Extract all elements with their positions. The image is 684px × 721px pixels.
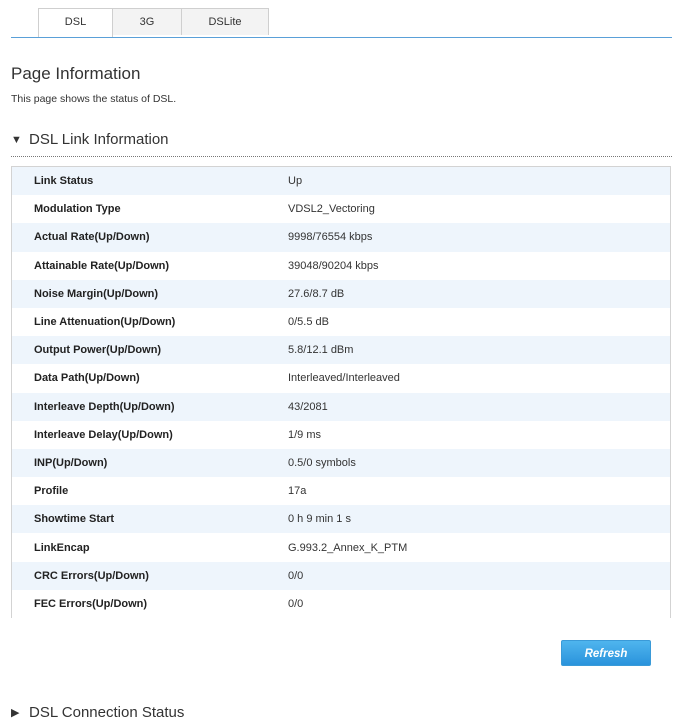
section-title: DSL Link Information xyxy=(29,131,169,148)
tab-dsl[interactable]: DSL xyxy=(38,8,113,37)
table-row xyxy=(12,280,670,308)
row-value: 0/0 xyxy=(288,562,670,590)
table-row xyxy=(12,252,670,280)
row-value: G.993.2_Annex_K_PTM xyxy=(288,533,670,561)
row-label: Interleave Depth(Up/Down) xyxy=(12,393,288,421)
table-row xyxy=(12,477,670,505)
row-label: Modulation Type xyxy=(12,195,288,223)
row-label: FEC Errors(Up/Down) xyxy=(12,590,288,618)
row-value: Up xyxy=(288,167,670,195)
table-row xyxy=(12,562,670,590)
refresh-button[interactable]: Refresh xyxy=(561,640,651,666)
tab-bar xyxy=(11,8,672,38)
row-label: Output Power(Up/Down) xyxy=(12,336,288,364)
row-value: 43/2081 xyxy=(288,393,670,421)
row-label: Data Path(Up/Down) xyxy=(12,364,288,392)
table-row xyxy=(12,533,670,561)
table-row xyxy=(12,308,670,336)
row-value: VDSL2_Vectoring xyxy=(288,195,670,223)
row-label: INP(Up/Down) xyxy=(12,449,288,477)
row-value: 39048/90204 kbps xyxy=(288,252,670,280)
row-label: Attainable Rate(Up/Down) xyxy=(12,252,288,280)
page-title: Page Information xyxy=(11,64,141,83)
row-label: Interleave Delay(Up/Down) xyxy=(12,421,288,449)
row-value: Interleaved/Interleaved xyxy=(288,364,670,392)
row-value: 0/5.5 dB xyxy=(288,308,670,336)
row-value: 0.5/0 symbols xyxy=(288,449,670,477)
expand-arrow-icon: ▶ xyxy=(11,707,20,719)
section-dsl-connection-status[interactable] xyxy=(11,704,184,721)
row-value: 1/9 ms xyxy=(288,421,670,449)
section-divider xyxy=(11,156,672,157)
row-label: CRC Errors(Up/Down) xyxy=(12,562,288,590)
table-row xyxy=(12,449,670,477)
table-row xyxy=(12,195,670,223)
table-row xyxy=(12,393,670,421)
table-row xyxy=(12,590,670,618)
table-row xyxy=(12,336,670,364)
tab-dslite[interactable]: DSLite xyxy=(181,8,269,35)
table-row xyxy=(12,223,670,251)
section-dsl-link-information[interactable] xyxy=(11,131,169,148)
section-title: DSL Connection Status xyxy=(29,704,185,721)
collapse-arrow-icon: ▼ xyxy=(11,134,22,146)
row-label: Profile xyxy=(12,477,288,505)
table-row xyxy=(12,421,670,449)
row-label: Line Attenuation(Up/Down) xyxy=(12,308,288,336)
row-value: 27.6/8.7 dB xyxy=(288,280,670,308)
table-row xyxy=(12,505,670,533)
row-value: 0/0 xyxy=(288,590,670,618)
tab-3g[interactable]: 3G xyxy=(112,8,182,35)
row-label: Showtime Start xyxy=(12,505,288,533)
row-label: Noise Margin(Up/Down) xyxy=(12,280,288,308)
row-value: 9998/76554 kbps xyxy=(288,223,670,251)
row-label: Actual Rate(Up/Down) xyxy=(12,223,288,251)
dsl-link-table xyxy=(11,166,671,618)
page-description: This page shows the status of DSL. xyxy=(11,93,177,105)
row-label: LinkEncap xyxy=(12,533,288,561)
table-row xyxy=(12,364,670,392)
row-label: Link Status xyxy=(12,167,288,195)
row-value: 17a xyxy=(288,477,670,505)
row-value: 5.8/12.1 dBm xyxy=(288,336,670,364)
table-row xyxy=(12,167,670,195)
row-value: 0 h 9 min 1 s xyxy=(288,505,670,533)
